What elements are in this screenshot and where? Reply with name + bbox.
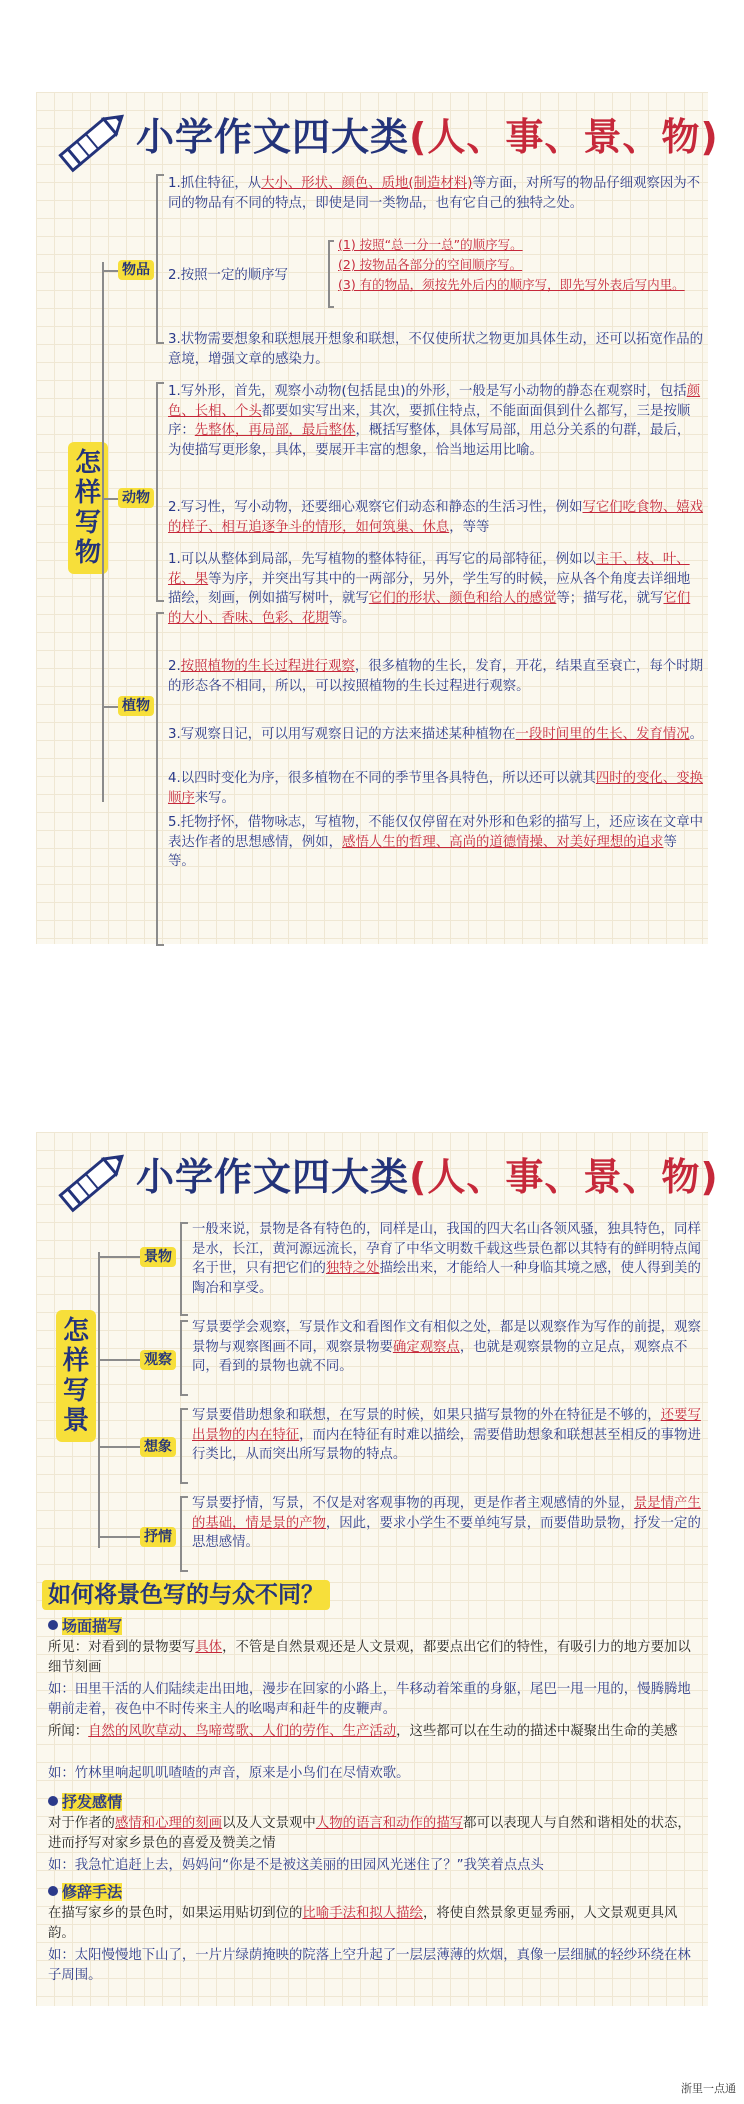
dongwu-point-1: 1.写外形，首先，观察小动物(包括昆虫)的外形，一般是写小动物的静态在观察时，包括颜色、长相、个头都要如实写出来，其次，要抓住特点，不能面面俱到什么都写，三是按顺序：先整体，再局部，最后整体，概括写整体，具体写局部，用总分关系的句群，最后，为使描写更形象，具体，要展开丰富的想象，恰当地运用比喻。: [168, 384, 701, 458]
bullet-icon: [48, 1886, 58, 1896]
bullet-icon: [48, 1620, 58, 1630]
category-dongwu: 动物: [118, 488, 154, 508]
card-how-to-write-objects: [36, 92, 719, 944]
tree-trunk-2: [98, 1252, 100, 1548]
card1-header: [36, 92, 719, 172]
wupin-point-2-sub3: (3) 有的物品，须按先外后内的顺序写，即先写外表后写内里。: [338, 277, 685, 292]
dongwu-point-2: 2.写习性，写小动物，还要细心观察它们动态和静态的生活习性，例如写它们吃食物、嬉戏的样子、相互追逐争斗的情形，如何筑巢、休息，等等: [168, 500, 704, 535]
scene-heard-example: 如：竹林里响起叽叽喳喳的声音，原来是小鸟们在尽情欢歌。: [48, 1766, 410, 1781]
emotion-text: 对于作者的感情和心理的刻画以及人文景观中人物的语言和动作的描写都可以表现人与自然和谐相处的状态，进而抒写对家乡景色的喜爱及赞美之情: [48, 1816, 691, 1851]
shuqing-text: 写景要抒情，写景，不仅是对客观事物的再现，更是作者主观感情的外显，景是情产生的基础，情是景的产物，因此，要求小学生不要单纯写景，而要借助景物，抒发一定的思想感情。: [192, 1496, 701, 1551]
zhiwu-point-4: 4.以四时变化为序，很多植物在不同的季节里各具特色，所以还可以就其四时的变化、变换顺序来写。: [168, 771, 704, 806]
scene-seen: 所见：对看到的景物要写具体，不管是自然景观还是人文景观，都要点出它们的特性，有吸引力的地方要加以细节刻画: [48, 1640, 691, 1675]
zhiwu-point-1: 1.可以从整体到局部，先写植物的整体特征，再写它的局部特征，例如以主干、枝、叶、花、果等为序，并突出写其中的一两部分，另外，学生写的时候，应从各个角度去详细地描绘，刻画，例如描写树叶，就写它们的形状、颜色和给人的感觉等；描写花，就写它们的大小、香味、色彩、花期等。: [168, 552, 691, 626]
bullet-icon: [48, 1796, 58, 1806]
subheading-rhetoric: 修辞手法: [48, 1882, 122, 1902]
scene-seen-example: 如：田里干活的人们陆续走出田地，漫步在回家的小路上，牛移动着笨重的身躯，尾巴一甩一甩的，慢腾腾地朝前走着，夜色中不时传来主人的吆喝声和赶牛的皮鞭声。: [48, 1682, 691, 1717]
wupin-point-3: 3.状物需要想象和联想展开想象和联想，不仅使所状之物更加具体生动，还可以拓宽作品的意境，增强文章的感染力。: [168, 332, 704, 367]
zhiwu-point-2: 2.按照植物的生长过程进行观察，很多植物的生长，发育，开花，结果直至衰亡，每个时期的形态各不相同，所以，可以按照植物的生长过程进行观察。: [168, 659, 704, 694]
section-heading: 如何将景色写的与众不同？: [42, 1580, 330, 1610]
wupin-point-2: 2.按照一定的顺序写: [168, 268, 288, 283]
rhetoric-example: 如：太阳慢慢地下山了，一片片绿荫掩映的院落上空升起了一层层薄薄的炊烟，真像一层细腻的轻纱环绕在林子周围。: [48, 1948, 691, 1983]
category-guancha: 观察: [140, 1350, 176, 1370]
watermark: 浙里一点通: [681, 2082, 736, 2095]
category-jingwu: 景物: [140, 1247, 176, 1267]
card-how-to-write-scenery: [36, 1132, 719, 2006]
guancha-text: 写景要学会观察，写景作文和看图作文有相似之处，都是以观察作为写作的前提，观察景物与观察图画不同，观察景物要确定观察点，也就是观察景物的立足点，观察点不同，看到的景物也就不同。: [192, 1320, 701, 1375]
category-wupin: 物品: [118, 260, 154, 280]
zhiwu-point-3: 3.写观察日记，可以用写观察日记的方法来描述某种植物在一段时间里的生长、发育情况。: [168, 727, 704, 742]
xiangxiang-text: 写景要借助想象和联想，在写景的时候，如果只描写景物的外在特征是不够的，还要写出景物的内在特征，而内在特征有时难以描绘，需要借助想象和联想甚至相反的事物进行类比，从而突出所写景物的特点。: [192, 1408, 701, 1463]
wupin-point-2-sub2: (2) 按物品各部分的空间顺序写。: [338, 257, 523, 272]
category-shuqing: 抒情: [140, 1527, 176, 1547]
subheading-scene: 场面描写: [48, 1616, 122, 1636]
tree-trunk: [102, 262, 104, 802]
jingwu-text: 一般来说，景物是各有特色的，同样是山，我国的四大名山各领风骚，独具特色，同样是水，长江，黄河源远流长，孕育了中华文明数千载这些景色都以其特有的鲜明特点闻名于世，只有把它们的独特之处描绘出来，才能给人一种身临其境之感，使人得到美的陶冶和享受。: [192, 1222, 701, 1296]
card2-title: 小学作文四大类(人、事、景、物): [136, 1155, 719, 1199]
category-zhiwu: 植物: [118, 696, 154, 716]
card2-header: [36, 1132, 719, 1212]
wupin-point-1: 1.抓住特征，从大小、形状、颜色、质地(制造材料)等方面，对所写的物品仔细观察因为不同的物品有不同的特点，即使是同一类物品，也有它自己的独特之处。: [168, 176, 701, 211]
emotion-example: 如：我急忙追赶上去，妈妈问“你是不是被这美丽的田园风光迷住了？”我笑着点点头: [48, 1858, 544, 1873]
wupin-point-2-sub1: (1) 按照“总一分一总”的顺序写。: [338, 237, 523, 252]
category-xiangxiang: 想象: [140, 1437, 176, 1457]
side-label-write-objects: 怎样写物: [68, 442, 108, 574]
pencil-icon: [56, 1140, 134, 1218]
side-label-write-scenery: 怎样写景: [56, 1310, 96, 1442]
pencil-icon: [56, 100, 134, 178]
scene-heard: 所闻：自然的风吹草动、鸟啼莺歌、人们的劳作、生产活动，这些都可以在生动的描述中凝聚出生命的美感: [48, 1724, 678, 1739]
rhetoric-text: 在描写家乡的景色时，如果运用贴切到位的比喻手法和拟人描绘，将使自然景象更显秀丽，人文景观更具风韵。: [48, 1906, 678, 1941]
subheading-emotion: 抒发感情: [48, 1792, 122, 1812]
zhiwu-point-5: 5.托物抒怀，借物咏志，写植物，不能仅仅停留在对外形和色彩的描写上，还应该在文章中表达作者的思想感情，例如，感悟人生的哲理、高尚的道德情操、对美好理想的追求等等。: [168, 815, 704, 870]
card1-title: 小学作文四大类(人、事、景、物): [136, 115, 719, 159]
